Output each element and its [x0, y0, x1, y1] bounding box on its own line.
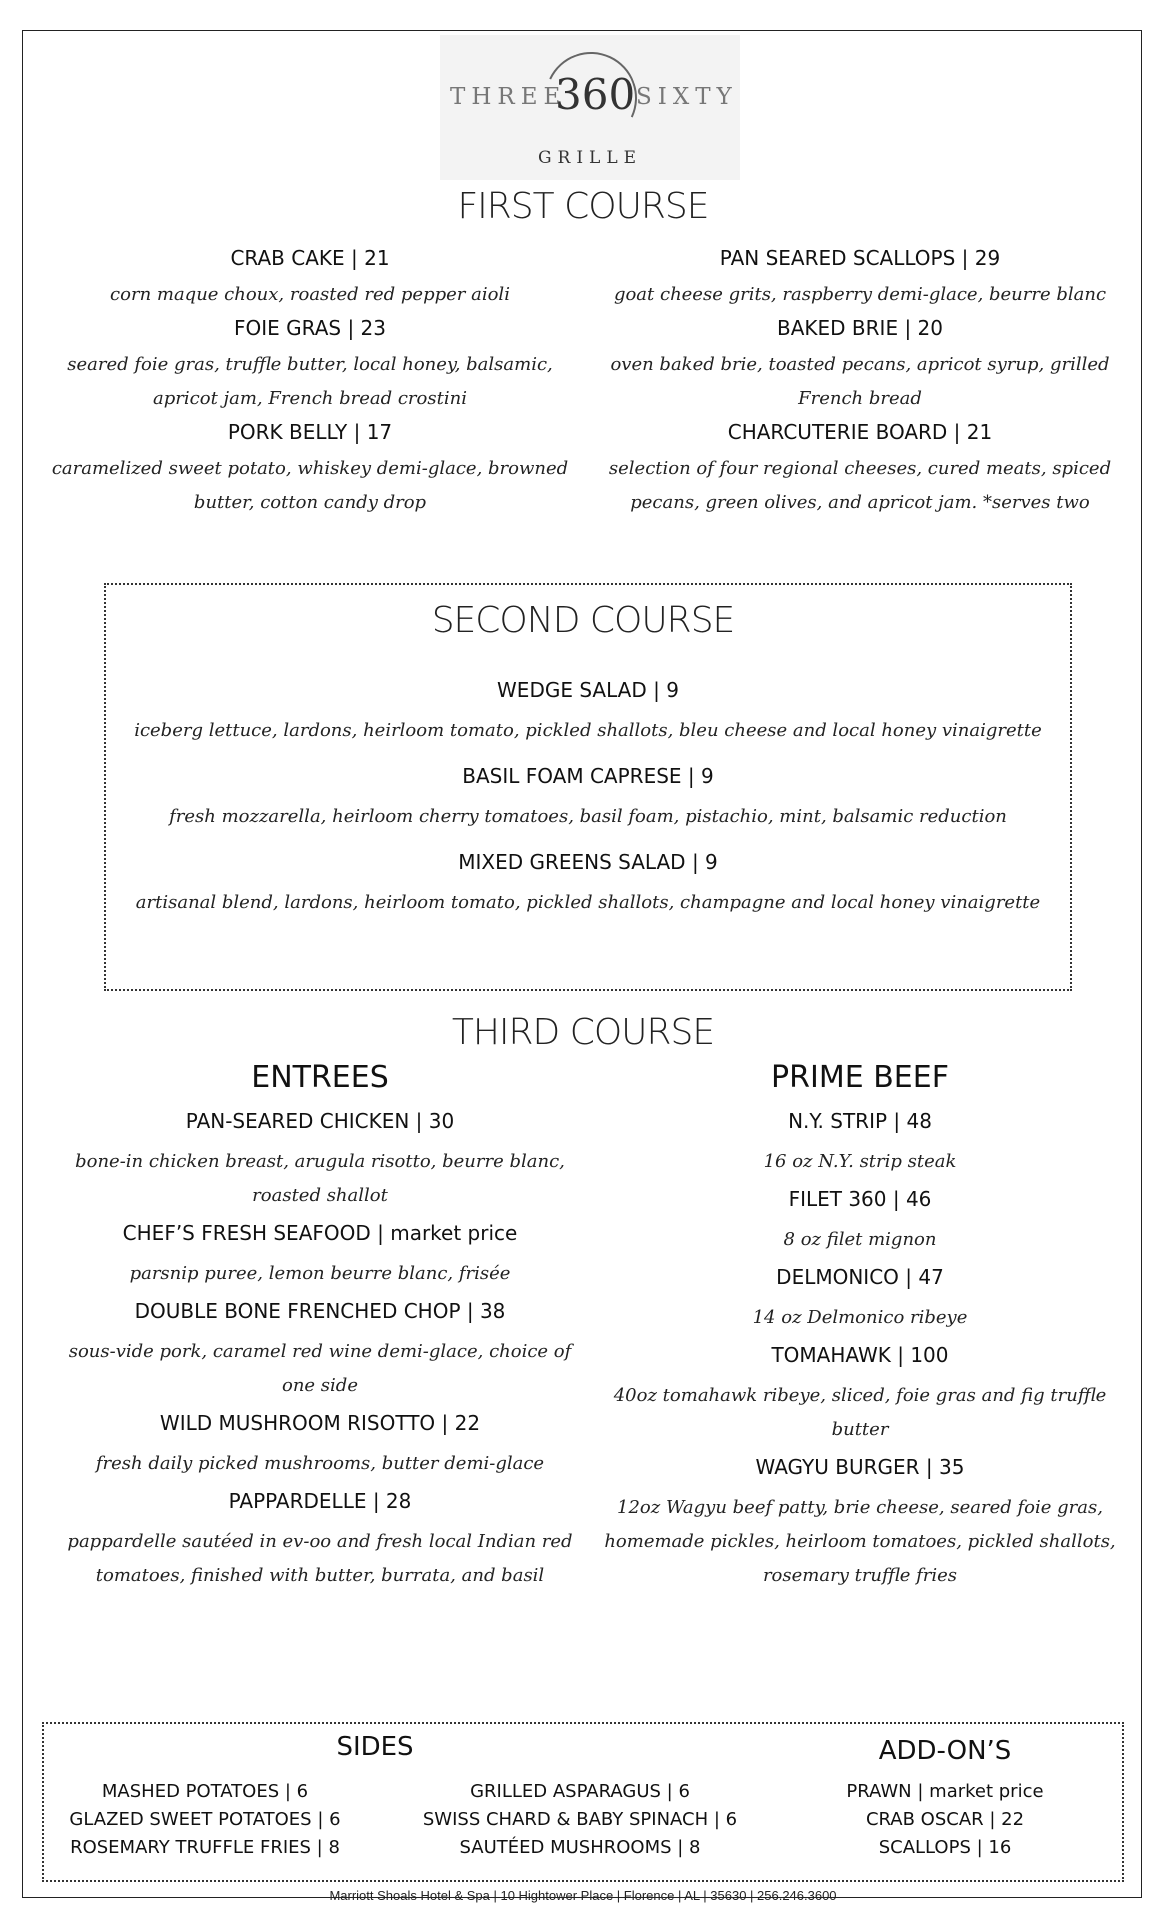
side-item: GRILLED ASPARAGUS | 6 — [470, 1781, 690, 1802]
second-course-title: SECOND COURSE — [431, 600, 735, 641]
menu-item-description: oven baked brie, toasted pecans, apricot syrup, grilled French bread — [610, 354, 1110, 409]
menu-item-description: goat cheese grits, raspberry demi-glace, beurre blanc — [613, 284, 1107, 305]
logo-left-word: THREE — [450, 84, 567, 110]
side-item: SWISS CHARD & BABY SPINACH | 6 — [422, 1809, 738, 1830]
menu-item-name: TOMAHAWK | 100 — [771, 1343, 949, 1367]
menu-item-description: seared foie gras, truffle butter, local honey, balsamic, apricot jam, French bread crostini — [67, 354, 553, 409]
second-course-list — [110, 678, 1066, 920]
logo-subtitle: GRILLE — [537, 148, 643, 168]
menu-item-description: fresh mozzarella, heirloom cherry tomatoes, basil foam, pistachio, mint, balsamic reduction — [169, 806, 1007, 827]
entrees-heading: ENTREES — [251, 1060, 389, 1095]
menu-item-name: CHARCUTERIE BOARD | 21 — [727, 420, 993, 444]
menu-item-name: PAN-SEARED CHICKEN | 30 — [185, 1109, 455, 1133]
menu-item-name: DELMONICO | 47 — [776, 1265, 944, 1289]
side-item: GLAZED SWEET POTATOES | 6 — [69, 1809, 341, 1830]
menu-item-description: bone-in chicken breast, arugula risotto, beurre blanc, roasted shallot — [75, 1151, 565, 1206]
menu-item-description: fresh daily picked mushrooms, butter demi-glace — [95, 1453, 545, 1474]
menu-item-description: pappardelle sautéed in ev-oo and fresh local Indian red tomatoes, finished with butter, burrata, and basil — [67, 1531, 573, 1586]
addons-heading: ADD-ON’S — [878, 1736, 1012, 1766]
menu-item-name: N.Y. STRIP | 48 — [788, 1109, 932, 1133]
menu-item-name: PORK BELLY | 17 — [227, 420, 393, 444]
menu-item-description: selection of four regional cheeses, cured meats, spiced pecans, green olives, and apricot jam. *serves two — [608, 458, 1112, 513]
menu-item-description: 40oz tomahawk ribeye, sliced, foie gras and fig truffle butter — [613, 1385, 1107, 1440]
menu-item-name: CHEF’S FRESH SEAFOOD | market price — [122, 1221, 518, 1245]
menu-item-name: FILET 360 | 46 — [788, 1187, 932, 1211]
menu-item-description: 16 oz N.Y. strip steak — [763, 1151, 957, 1172]
menu-item-description: corn maque choux, roasted red pepper aioli — [110, 284, 510, 305]
side-item: MASHED POTATOES | 6 — [101, 1781, 309, 1802]
footer-address: Marriott Shoals Hotel & Spa | 10 Hightower Place | Florence | AL | 35630 | 256.246.3600 — [329, 1888, 837, 1903]
menu-item-description: caramelized sweet potato, whiskey demi-glace, browned butter, cotton candy drop — [51, 458, 569, 513]
menu-item-description: parsnip puree, lemon beurre blanc, frisée — [129, 1263, 511, 1284]
first-course-right-column — [606, 246, 1114, 520]
side-item: SAUTÉED MUSHROOMS | 8 — [459, 1837, 701, 1858]
menu-item-description: iceberg lettuce, lardons, heirloom tomato, pickled shallots, bleu cheese and local honey vinaigrette — [134, 720, 1042, 741]
addon-item: PRAWN | market price — [846, 1781, 1044, 1802]
menu-item-description: sous-vide pork, caramel red wine demi-glace, choice of one side — [68, 1341, 572, 1396]
logo-number: 360 — [555, 70, 636, 119]
sides-heading: SIDES — [336, 1732, 414, 1762]
side-item: ROSEMARY TRUFFLE FRIES | 8 — [70, 1837, 340, 1858]
menu-item-name: BAKED BRIE | 20 — [777, 316, 943, 340]
logo-right-word: SIXTY — [636, 84, 738, 110]
addon-item: CRAB OSCAR | 22 — [865, 1809, 1025, 1830]
menu-item-name: WILD MUSHROOM RISOTTO | 22 — [159, 1411, 481, 1435]
menu-item-name: WEDGE SALAD | 9 — [497, 678, 679, 702]
menu-item-name: DOUBLE BONE FRENCHED CHOP | 38 — [134, 1299, 506, 1323]
first-course-title: FIRST COURSE — [457, 186, 709, 227]
menu-item-name: MIXED GREENS SALAD | 9 — [458, 850, 718, 874]
prime-beef-column — [600, 1060, 1120, 1593]
menu-item-description: 12oz Wagyu beef patty, brie cheese, seared foie gras, homemade pickles, heirloom tomatoes, pickled shallots, rosemary truffle fries — [604, 1497, 1116, 1586]
menu-item-name: WAGYU BURGER | 35 — [755, 1455, 965, 1479]
first-course-left-column — [50, 246, 570, 520]
menu-item-description: 14 oz Delmonico ribeye — [752, 1307, 968, 1328]
menu-item-name: FOIE GRAS | 23 — [233, 316, 386, 340]
menu-item-name: CRAB CAKE | 21 — [230, 246, 390, 270]
menu-item-name: PAPPARDELLE | 28 — [228, 1489, 412, 1513]
addon-item: SCALLOPS | 16 — [878, 1837, 1012, 1858]
menu-item-description: 8 oz filet mignon — [783, 1229, 937, 1250]
menu-item-name: PAN SEARED SCALLOPS | 29 — [719, 246, 1001, 270]
prime-beef-heading: PRIME BEEF — [771, 1060, 949, 1095]
menu-item-description: artisanal blend, lardons, heirloom tomato, pickled shallots, champagne and local honey vinaigrette — [135, 892, 1041, 913]
third-course-title: THIRD COURSE — [451, 1012, 715, 1053]
entrees-column — [60, 1060, 580, 1593]
menu-item-name: BASIL FOAM CAPRESE | 9 — [462, 764, 714, 788]
